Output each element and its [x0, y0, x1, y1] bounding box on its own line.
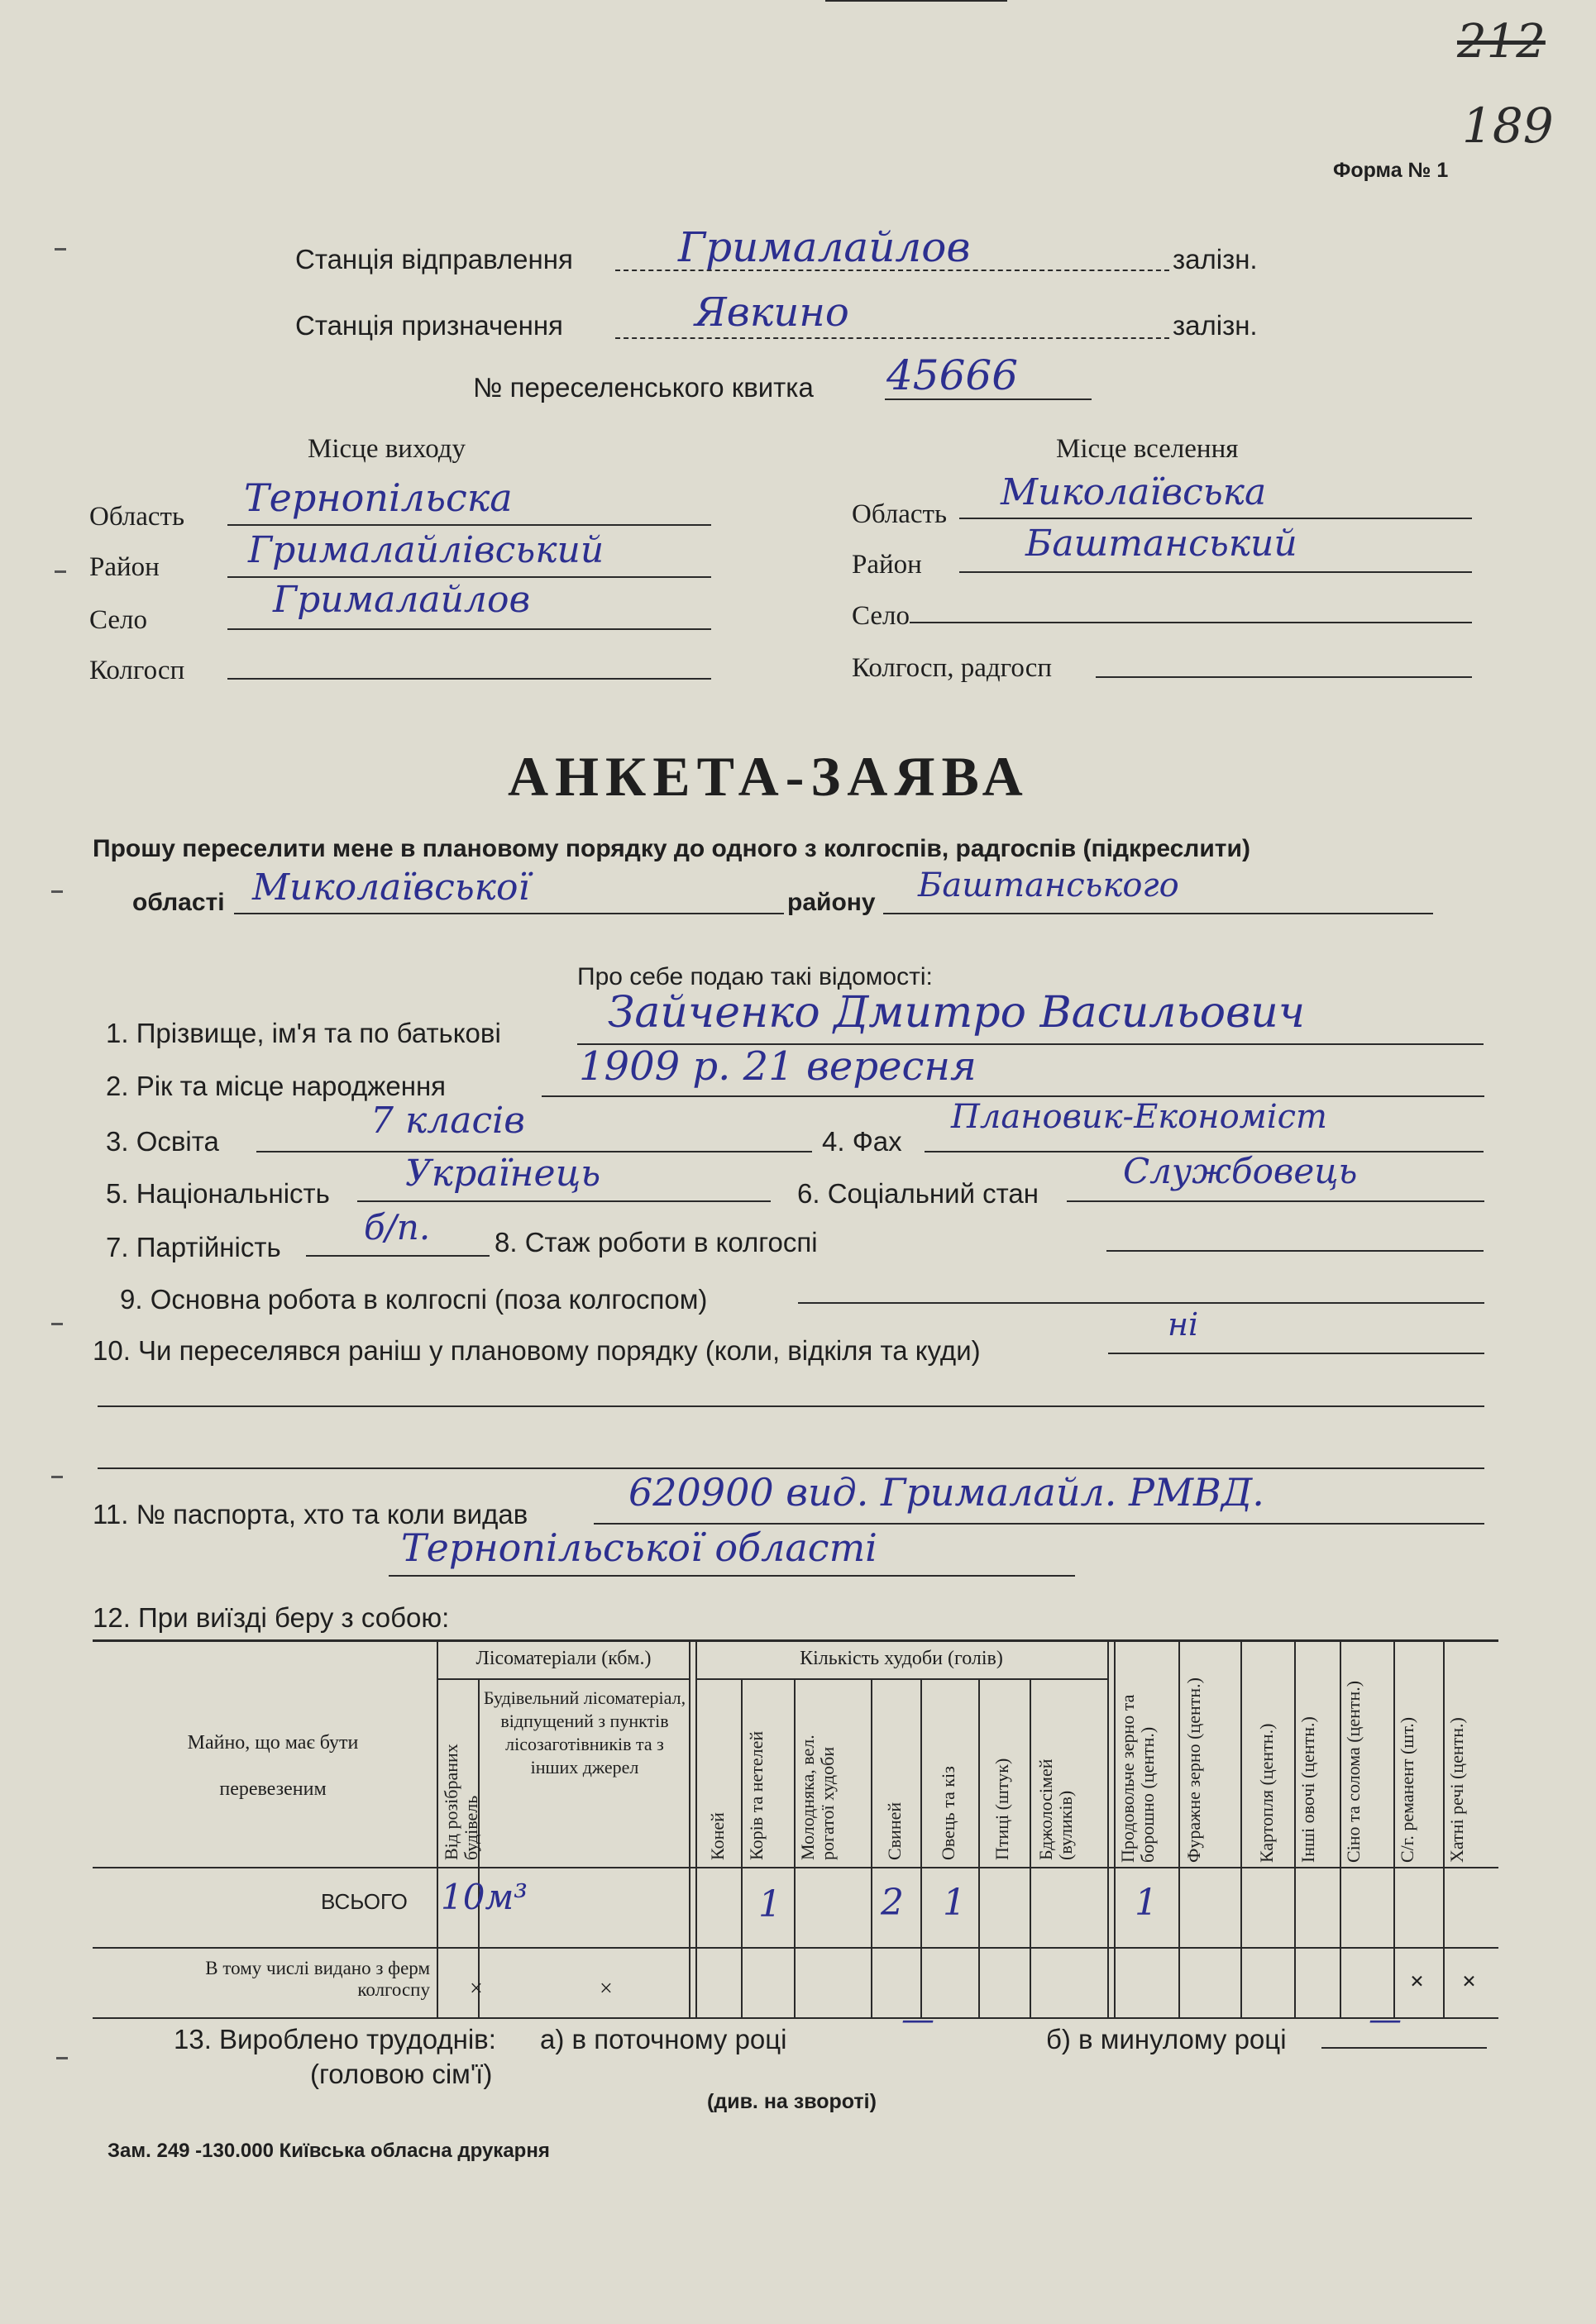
field-9-line	[798, 1302, 1484, 1304]
binding-mark-2	[55, 570, 66, 573]
field-3-value: 7 класів	[370, 1100, 525, 1142]
field-2-label: 2. Рік та місце народження	[106, 1071, 447, 1101]
intro-text: Про себе подаю такі відомості:	[577, 963, 933, 990]
field-5-line	[357, 1200, 771, 1202]
workdays-previous-value: —	[1369, 2001, 1402, 2039]
field-10-value: ні	[1168, 1306, 1199, 1343]
destination-raion-line	[959, 571, 1472, 573]
farm-building-timber-mark: ×	[600, 1976, 613, 2002]
col-rule-15	[1294, 1639, 1296, 2017]
col-rule-13	[1178, 1639, 1180, 2017]
field-1-value: Зайченко Дмитро Васильович	[608, 988, 1306, 1038]
station-to-value: Явкино	[695, 289, 849, 336]
origin-selo-line	[227, 628, 711, 630]
printer-imprint: Зам. 249 -130.000 Київська обласна друкарня	[108, 2140, 550, 2162]
field-7-line	[306, 1255, 490, 1257]
field-8-line	[1106, 1250, 1484, 1252]
workdays-current-label: а) в поточному році	[540, 2024, 787, 2054]
col-household-header: Хатні речі (центн.)	[1446, 1717, 1467, 1863]
binding-mark-6	[56, 2057, 68, 2059]
total-sheep-value: 1	[943, 1882, 966, 1924]
destination-kolhosp-label: Колгосп, радгосп	[852, 653, 1053, 683]
col-rule-12	[1114, 1639, 1116, 2017]
col-bees-header: Бджолосімей (вуликів)	[1035, 1759, 1076, 1860]
col-rule-1	[437, 1639, 438, 2017]
col-carts-header: С/г. реманент (шт.)	[1397, 1716, 1417, 1863]
col-rule-8	[920, 1678, 922, 2017]
request-oblast-line	[234, 913, 784, 914]
workdays-sublabel: (головою сім'ї)	[310, 2059, 493, 2089]
field-11-line	[594, 1523, 1484, 1525]
see-reverse-note: (див. на звороті)	[707, 2090, 877, 2113]
col-food-grain-header: Продовольче зерно та борошно (центн.)	[1117, 1694, 1158, 1863]
col-horses-header: Коней	[707, 1812, 728, 1860]
col-rule-6	[794, 1678, 796, 2017]
station-to-line	[615, 337, 1169, 339]
field-7-label: 7. Партійність	[106, 1232, 281, 1262]
origin-raion-line	[227, 576, 711, 578]
col-poultry-header: Птиці (штук)	[992, 1758, 1012, 1860]
workdays-label: 13. Вироблено трудоднів:	[174, 2024, 496, 2054]
archive-new-number: 189	[1462, 98, 1554, 154]
request-oblast-value: Миколаївської	[252, 866, 530, 909]
col-potatoes-header: Картопля (центн.)	[1256, 1723, 1277, 1863]
farm-dismantled-mark: ×	[470, 1976, 483, 2002]
binding-mark-3	[51, 890, 63, 893]
col-young-cattle-header: Молодняка, вел. рогатої худоби	[797, 1735, 838, 1860]
destination-selo-line	[910, 622, 1472, 623]
col-rule-11	[1107, 1639, 1109, 2017]
total-cows-value: 1	[758, 1883, 781, 1926]
origin-heading: Місце виходу	[308, 434, 466, 464]
form-title: АНКЕТА-ЗАЯВА	[508, 745, 1030, 808]
origin-kolhosp-line	[227, 678, 711, 680]
field-10-line	[1108, 1353, 1484, 1354]
field-6-label: 6. Соціальний стан	[797, 1178, 1039, 1209]
origin-raion-label: Район	[89, 552, 160, 582]
table-header-bottom-rule	[93, 1867, 1498, 1868]
request-raion-label: району	[787, 889, 876, 916]
total-dismantled-value: 10м³	[441, 1877, 528, 1917]
livestock-group-header: Кількість худоби (голів)	[800, 1648, 1003, 1669]
field-5-value: Українець	[405, 1152, 601, 1195]
destination-raion-label: Район	[852, 550, 922, 580]
workdays-previous-line	[1321, 2047, 1487, 2049]
destination-oblast-line	[959, 518, 1472, 519]
col-dismantled-header: Від розібраних будівель	[441, 1744, 481, 1860]
col-rule-14	[1240, 1639, 1242, 2017]
station-to-label: Станція призначення	[295, 310, 563, 341]
col-pigs-header: Свиней	[884, 1801, 905, 1860]
timber-group-header: Лісоматеріали (кбм.)	[475, 1648, 652, 1669]
field-11-value-line-1: 620900 вид. Грималайл. РМВД.	[628, 1470, 1264, 1515]
destination-kolhosp-line	[1096, 676, 1472, 678]
field-12-label: 12. При виїзді беру з собою:	[93, 1602, 450, 1633]
col-rule-9	[978, 1678, 980, 2017]
col-fodder-header: Фуражне зерно (центн.)	[1183, 1677, 1204, 1863]
field-11-second-line	[389, 1575, 1075, 1577]
col-vegetables-header: Інші овочі (центн.)	[1297, 1716, 1318, 1863]
railway-label-1: залізн.	[1173, 244, 1258, 274]
row-farm-label: В тому числі видано з ферм колгоспу	[205, 1958, 430, 2000]
workdays-current-value: —	[901, 2001, 934, 2039]
ticket-label: № переселенського квитка	[473, 372, 814, 403]
farm-carts-mark: ×	[1410, 1968, 1425, 1995]
field-9-label: 9. Основна робота в колгоспі (поза колгоспом)	[120, 1284, 708, 1315]
field-2-line	[542, 1095, 1484, 1097]
ticket-value: 45666	[886, 351, 1019, 399]
farm-household-mark: ×	[1462, 1968, 1477, 1995]
station-from-label: Станція відправлення	[295, 244, 573, 274]
destination-oblast-value: Миколаївська	[1001, 471, 1267, 513]
col-building-timber-header: Будівельний лісоматеріал, відпущений з пунктів лісозаготівників та з інших джерел	[483, 1687, 686, 1778]
workdays-previous-label: б) в минулому році	[1046, 2024, 1287, 2054]
col-sheep-header: Овець та кіз	[938, 1766, 958, 1860]
table-total-bottom-rule	[93, 1947, 1498, 1949]
row-total-label: ВСЬОГО	[321, 1889, 408, 1914]
request-line: Прошу переселити мене в плановому порядку до одного з колгоспів, радгоспів (підкреслити)	[93, 835, 1250, 862]
field-11-value-line-2: Тернопільської області	[401, 1525, 877, 1570]
binding-mark-4	[51, 1323, 63, 1325]
col-hay-header: Сіно та солома (центн.)	[1343, 1680, 1364, 1863]
table-bottom-rule	[93, 2017, 1498, 2019]
col-rule-18	[1443, 1639, 1445, 2017]
form-number-label: Форма № 1	[1333, 159, 1449, 182]
col-rule-10	[1030, 1678, 1031, 2017]
request-raion-value: Баштанського	[918, 866, 1179, 904]
field-10-extra-line-2	[98, 1467, 1484, 1469]
field-10-extra-line-1	[98, 1405, 1484, 1407]
field-11-label: 11. № паспорта, хто та коли видав	[93, 1499, 528, 1529]
col-property-header: Майно, що має бути перевезеним	[187, 1732, 359, 1800]
field-5-label: 5. Національність	[106, 1178, 330, 1209]
origin-oblast-value: Тернопільска	[244, 475, 513, 520]
origin-oblast-label: Область	[89, 502, 185, 532]
field-2-value: 1909 р. 21 вересня	[579, 1043, 977, 1090]
binding-mark-1	[55, 248, 66, 251]
col-cows-header: Корів та нетелей	[746, 1730, 767, 1860]
origin-raion-value: Грималайлівський	[248, 529, 604, 571]
timber-group-rule	[437, 1678, 689, 1680]
field-1-label: 1. Прізвище, ім'я та по батькові	[106, 1018, 501, 1048]
origin-selo-value: Грималайлов	[273, 579, 531, 621]
field-3-label: 3. Освіта	[106, 1126, 219, 1157]
col-rule-3	[689, 1639, 690, 2017]
station-from-value: Грималайлов	[678, 223, 971, 271]
field-10-label: 10. Чи переселявся раніш у плановому порядку (коли, відкіля та куди)	[93, 1335, 981, 1366]
request-raion-line	[883, 913, 1433, 914]
total-pigs-value: 2	[881, 1882, 904, 1924]
destination-oblast-label: Область	[852, 499, 948, 529]
field-4-value: Плановик-Економіст	[951, 1098, 1327, 1136]
railway-label-2: залізн.	[1173, 310, 1258, 341]
livestock-group-rule	[695, 1678, 1107, 1680]
field-6-value: Службовець	[1123, 1151, 1358, 1191]
col-rule-5	[741, 1678, 743, 2017]
col-rule-4	[695, 1639, 697, 2017]
workdays-current-line	[825, 0, 1007, 2]
destination-selo-label: Село	[852, 601, 910, 631]
origin-selo-label: Село	[89, 605, 148, 635]
binding-mark-5	[51, 1476, 63, 1478]
field-4-label: 4. Фах	[822, 1126, 902, 1157]
col-rule-7	[871, 1678, 872, 2017]
col-rule-17	[1393, 1639, 1395, 2017]
field-7-value: б/п.	[364, 1207, 431, 1248]
destination-heading: Місце вселення	[1056, 434, 1239, 464]
destination-raion-value: Баштанський	[1025, 523, 1297, 565]
total-food-grain-value: 1	[1135, 1882, 1158, 1924]
col-rule-16	[1340, 1639, 1341, 2017]
field-8-label: 8. Стаж роботи в колгоспі	[495, 1227, 818, 1257]
request-oblast-label: області	[132, 889, 225, 916]
origin-kolhosp-label: Колгосп	[89, 656, 185, 685]
archive-old-number: 212	[1457, 15, 1546, 69]
origin-oblast-line	[227, 524, 711, 526]
field-6-line	[1067, 1200, 1484, 1202]
table-top-rule	[93, 1639, 1498, 1642]
